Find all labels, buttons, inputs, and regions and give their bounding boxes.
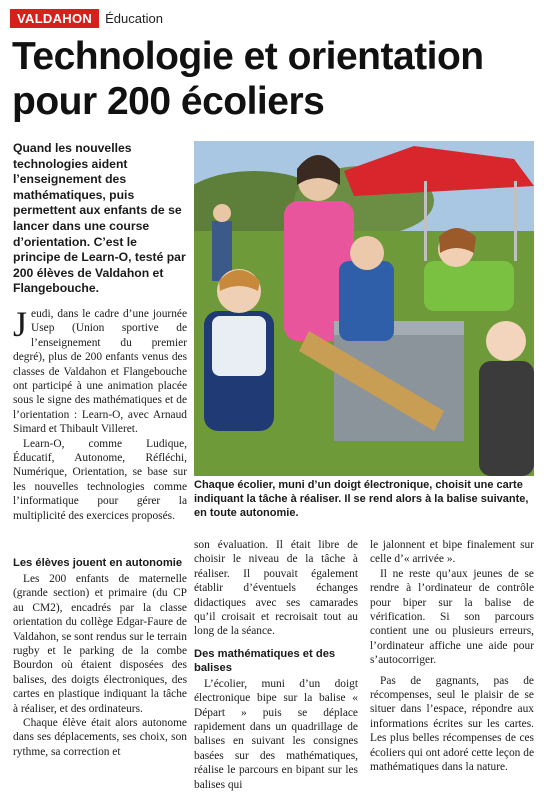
article-header (10, 8, 163, 28)
photo-illustration (194, 141, 534, 476)
article-column-3 (370, 538, 534, 775)
lead-column (13, 141, 187, 523)
article-column-2 (194, 538, 358, 792)
body-paragraph-1-text: eudi, dans le cadre d’une journée Usep (Union sportive de l’enseignement du premier degré), plus de 200 enfants venus des classes de Valdahon et Flangebouche ont participé à une animation placée sous le signe des mathématiques et de l’orientation : Learn-O, avec Arnaud Simard et Thibault Villeret. (13, 307, 187, 436)
rubric-label: Éducation (105, 10, 163, 26)
body-paragraph-2: Learn-O, comme Ludique, Éducatif, Autonome, Réfléchi, Numérique, Orientation, se base sur les nouvelles technologies comme l’informatique pour gérer la multiplicité des exercices proposés. (13, 437, 187, 522)
photo-caption: Chaque écolier, muni d’un doigt électronique, choisit une carte indiquant la tâche à réaliser. Il se rend alors à la balise suivante, en toute autonomie. (194, 479, 529, 519)
section-math-p2: Il ne reste qu’aux jeunes de se rendre à l’ordinateur de contrôle pour biper sur la balise de vérification. Si son parcours contient une ou plusieurs erreurs, l’ordinateur affiche une aide pour s’autocorriger. (370, 567, 534, 667)
section-autonomy (13, 548, 187, 759)
drop-cap: J (13, 303, 28, 344)
section-autonomy-p2-start: Chaque élève était alors autonome dans ses déplacements, ses choix, son rythme, sa correction et (13, 717, 187, 758)
section-autonomy-heading: Les élèves jouent en autonomie (13, 557, 183, 569)
section-math-p1-start: L’écolier, muni d’un doigt électronique bipe sur la balise « Départ » puis se déplace rapidement dans un quadrillage de balises en suivant les consignes basées sur des mathématiques, réalise le parcours en bipant sur les balises qui (194, 677, 358, 791)
section-math-p3: Pas de gagnants, pas de récompenses, seul le plaisir de se situer dans l’espace, répondre aux informations écrites sur les cartes. Les plus belles récompenses de ces écoliers qui ont adoré cette leçon de mathématiques dans la nature. (370, 674, 534, 774)
article-title: Technologie et orientation pour 200 écoliers (12, 35, 484, 123)
lead-paragraph: Quand les nouvelles technologies aident l’enseignement des mathématiques, puis permettent aux enfants de se lancer dans une course d’orientation. C’est le principe de Learn-O, testé par 200 élèves de Valdahon et Flangebouche. (13, 141, 186, 296)
section-math-heading: Des mathématiques et des balises (194, 647, 336, 674)
section-autonomy-p1: Les 200 enfants de maternelle (grande section) et primaire (du CP au CM2), encadrés par la classe orientation du collège Edgar-Faure de Valdahon, se sont rendus sur le terrain rugby et le parking de la combe Bourdon où étaient disposées des balises, des doigts électroniques, des cartes en plastique indiquant la tâche à réaliser, et des ordinateurs. (13, 573, 187, 715)
body-paragraph-1 (13, 303, 187, 437)
location-tag: VALDAHON (10, 9, 99, 28)
section-math-p1-end: le jalonnent et bipe finalement sur celle d’« arrivée ». (370, 539, 534, 566)
section-autonomy-p2-end: son évaluation. Il était libre de choisir le niveau de la tâche à réaliser. Il pouvait également établir d’éventuels échanges didactiques avec ses camarades qu’il croisait et recroisait tout au long de la séance. (194, 539, 358, 638)
article-photo (194, 141, 534, 476)
